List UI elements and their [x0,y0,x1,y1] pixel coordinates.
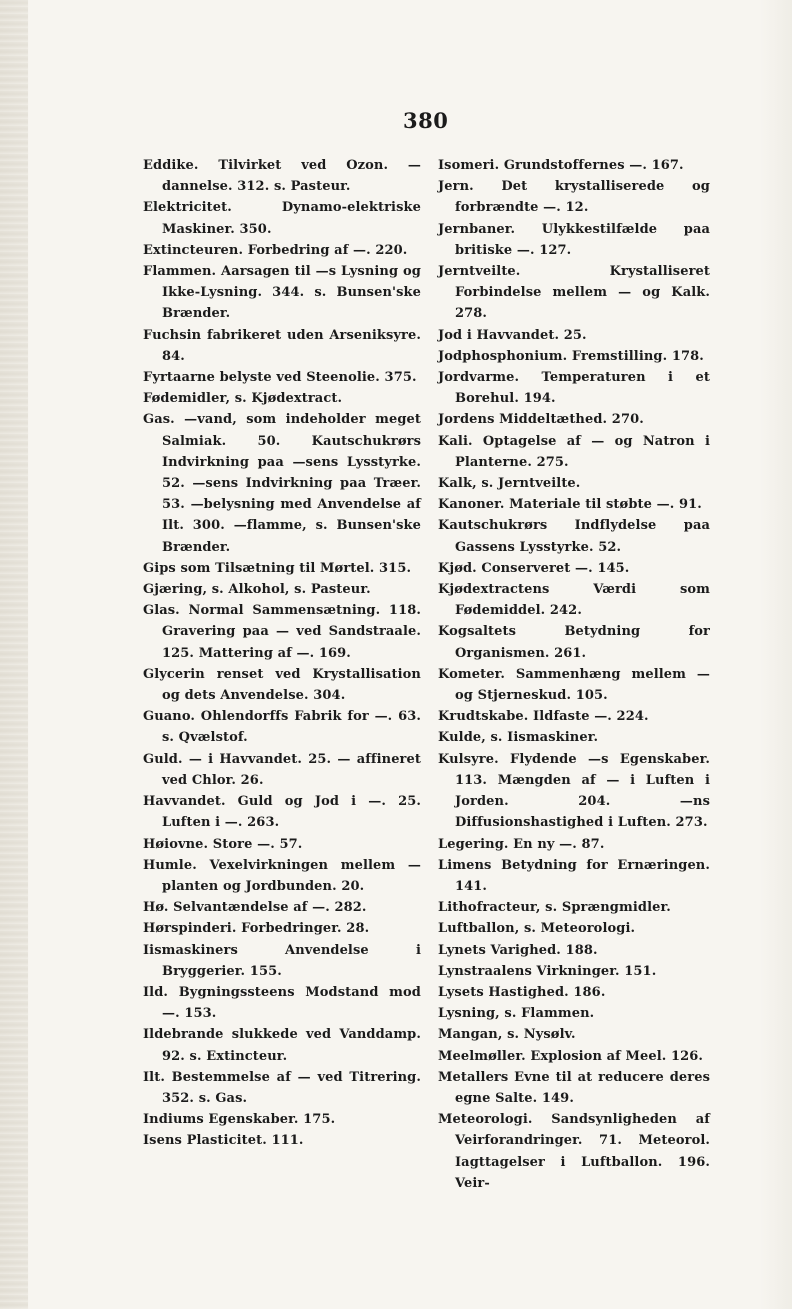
index-entry: Metallers Evne til at reducere deres egne Salte. 149. [438,1069,710,1106]
index-entry: Glycerin renset ved Krystallisation og dets Anvendelse. 304. [143,666,421,704]
page-edge-shadow [0,0,28,1309]
index-entry: Iismaskiners Anvendelse i Bryggerier. 155. [143,942,421,979]
index-entry: Jerntveilte. Krystalliseret Forbindelse mellem — og Kalk. 278. [438,264,710,322]
index-entry: Isomeri. Grundstoffernes —. 167. [438,158,684,173]
index-entry: Lysning, s. Flammen. [438,1006,595,1022]
index-entry: Kogsaltets Betydning for Organismen. 261. [438,624,710,661]
index-entry: Kanoner. Materiale til støbte —. 91. [438,497,702,513]
index-entry: Eddike. Tilvirket ved Ozon. — dannelse. 312. s. Pasteur. [143,158,421,195]
index-entry: Hørspinderi. Forbedringer. 28. [143,921,370,937]
index-entry: Elektricitet. Dynamo-elektriske Maskiner. 350. [143,200,421,237]
index-entry: Gips som Tilsætning til Mørtel. 315. [143,560,412,576]
index-entry: Gas. —vand, som indeholder meget Salmiak. 50. Kautschukrørs Indvirkning paa —sens Lysstyrke. 52. —sens Indvirkning paa Træer. 53. —belysning med Anvendelse af Ilt. 300. —flamme, s. Bunsen'ske Brænder. [143,412,421,555]
index-entry: Kjødextractens Værdi som Fødemiddel. 242. [438,582,710,619]
index-entry: Extincteuren. Forbedring af —. 220. [143,242,408,258]
index-entry: Kulsyre. Flydende —s Egenskaber. 113. Mængden af — i Luften i Jorden. 204. —ns Diffusionshastighed i Luften. 273. [438,751,710,831]
index-entry: Fødemidler, s. Kjødextract. [143,391,343,407]
index-entry: Jordens Middeltæthed. 270. [438,412,644,428]
index-entry: Glas. Normal Sammensætning. 118. Gravering paa — ved Sandstraale. 125. Mattering af —. 169. [143,603,421,661]
index-entry: Ilt. Bestemmelse af — ved Titrering. 352. s. Gas. [143,1069,421,1106]
index-entry: Fyrtaarne belyste ved Steenolie. 375. [143,370,417,386]
index-entry: Meteorologi. Sandsynligheden af Veirforandringer. 71. Meteorol. Iagttagelser i Luftballon. 196. Veir- [438,1112,710,1191]
index-entry: Ild. Bygningssteens Modstand mod —. 153. [143,984,421,1022]
index-entry: Lynets Varighed. 188. [438,942,598,958]
index-entry: Lynstraalens Virkninger. 151. [438,963,657,979]
index-entry: Kautschukrørs Indflydelse paa Gassens Lysstyrke. 52. [438,518,710,555]
index-entry: Høiovne. Store —. 57. [143,836,303,852]
index-entry: Legering. En ny —. 87. [438,836,605,852]
index-entry: Kometer. Sammenhæng mellem — og Stjerneskud. 105. [438,666,710,704]
index-entry: Lithofracteur, s. Sprængmidler. [438,900,671,916]
index-entry: Humle. Vexelvirkningen mellem —planten og Jordbunden. 20. [143,857,421,894]
index-entry: Isens Plasticitet. 111. [143,1133,304,1149]
index-entry: Lysets Hastighed. 186. [438,984,606,1000]
index-entry: Kali. Optagelse af — og Natron i Planterne. 275. [438,433,710,470]
index-entry: Indiums Egenskaber. 175. [143,1112,336,1128]
index-entry: Krudtskabe. Ildfaste —. 224. [438,709,649,725]
index-column-right [438,155,710,1194]
index-column-left [143,155,421,1152]
index-entry: Jod i Havvandet. 25. [438,327,587,343]
index-entry: Havvandet. Guld og Jod i —. 25. Luften i —. 263. [143,794,421,831]
index-entry: Gjæring, s. Alkohol, s. Pasteur. [143,582,371,598]
index-entry: Meelmøller. Explosion af Meel. 126. [438,1048,704,1064]
index-entry: Ildebrande slukkede ved Vanddamp. 92. s. Extincteur. [143,1027,421,1064]
index-entry: Jordvarme. Temperaturen i et Borehul. 194. [438,370,710,407]
index-entry: Guld. — i Havvandet. 25. — affineret ved Chlor. 26. [143,751,421,788]
index-entry: Kalk, s. Jerntveilte. [438,476,581,492]
index-entry: Fuchsin fabrikeret uden Arseniksyre. 84. [143,327,421,364]
page-number: 380 [403,108,449,133]
index-entry: Jodphosphonium. Fremstilling. 178. [438,348,704,364]
index-entry: Jern. Det krystalliserede og forbrændte —. 12. [438,179,710,216]
index-entry: Kulde, s. Iismaskiner. [438,730,599,746]
index-entry: Luftballon, s. Meteorologi. [438,921,636,937]
index-entry: Jernbaner. Ulykkestilfælde paa britiske —. 127. [438,221,710,258]
index-entry: Guano. Ohlendorffs Fabrik for —. 63. s. Qvælstof. [143,709,421,746]
index-entry: Limens Betydning for Ernæringen. 141. [438,857,710,894]
index-entry: Kjød. Conserveret —. 145. [438,560,630,576]
index-entry: Mangan, s. Nysølv. [438,1027,576,1043]
index-entry: Flammen. Aarsagen til —s Lysning og Ikke-Lysning. 344. s. Bunsen'ske Brænder. [143,264,421,322]
index-entry: Hø. Selvantændelse af —. 282. [143,900,367,916]
